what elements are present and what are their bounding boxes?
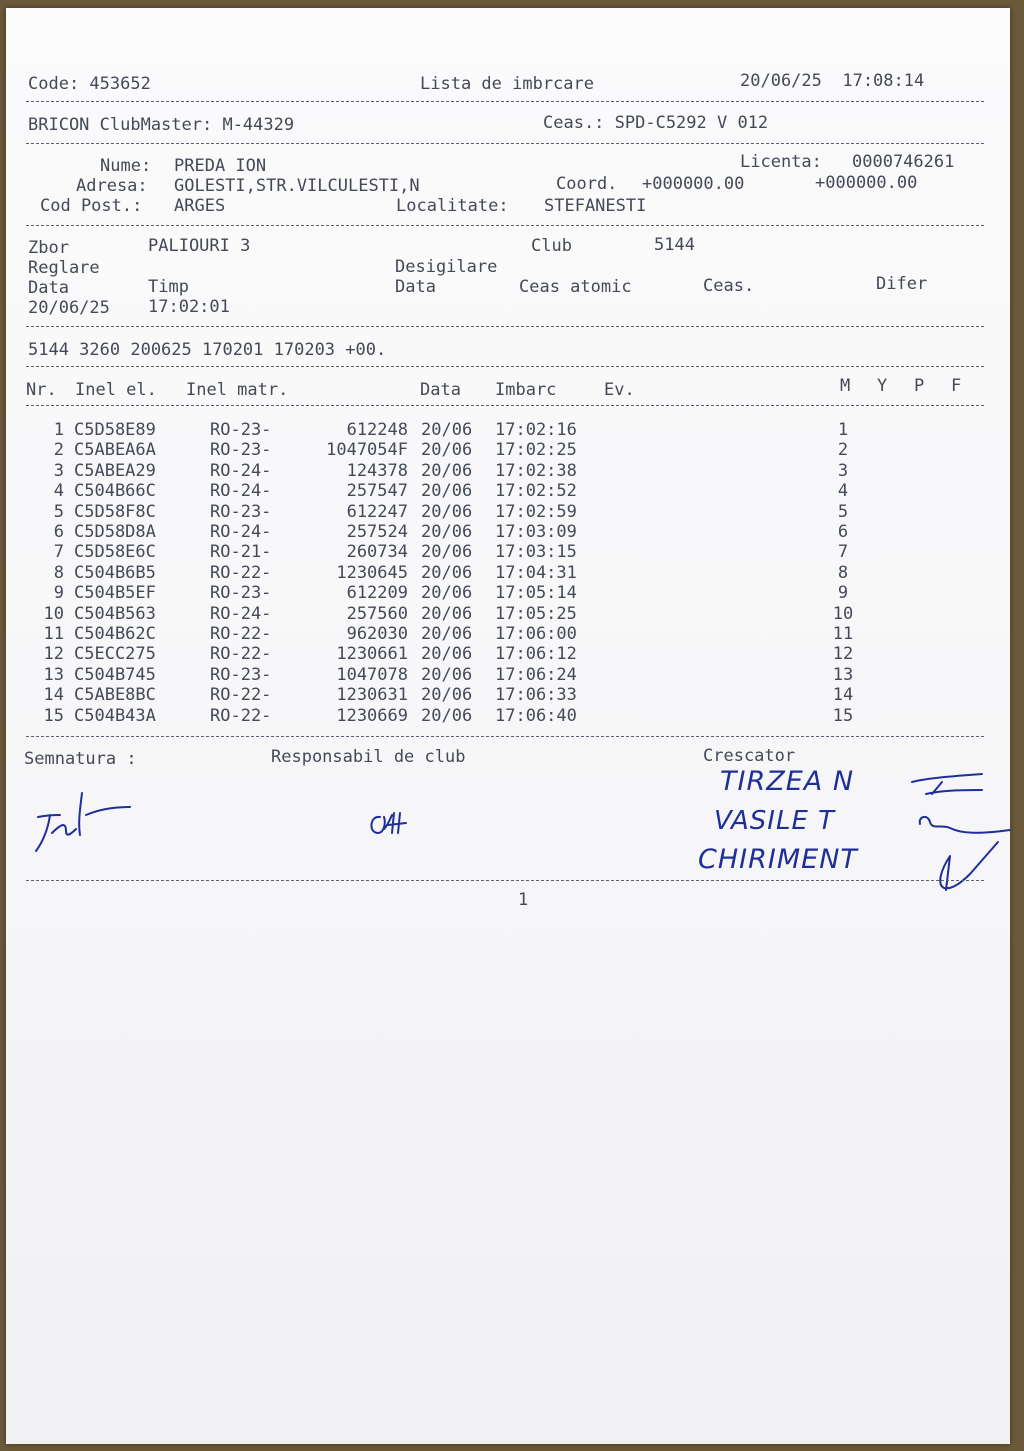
col-ev: Ev. <box>604 380 635 400</box>
cell-m: 12 <box>832 644 854 665</box>
cell-ring-el: C504B5EF <box>74 583 156 604</box>
col-ring-el: Inel el. <box>75 380 157 400</box>
divider <box>26 366 984 367</box>
cell-time: 17:05:14 <box>495 583 577 604</box>
cell-ring-prefix: RO-21- <box>210 542 272 563</box>
cell-ring-prefix: RO-23- <box>210 501 272 522</box>
cell-time: 17:06:40 <box>495 705 577 726</box>
cell-time: 17:04:31 <box>495 562 577 583</box>
cell-m: 3 <box>837 460 849 481</box>
divider <box>26 326 984 327</box>
cell-ring-prefix: RO-24- <box>210 603 272 624</box>
document-title: Lista de imbrcare <box>420 74 594 94</box>
col-ring-matr: Inel matr. <box>186 380 289 400</box>
owner-name: PREDA ION <box>174 156 267 176</box>
cell-nr: 15 <box>43 705 64 726</box>
cell-ring-number: 1230661 <box>336 644 408 665</box>
cell-time: 17:03:15 <box>495 542 577 563</box>
cell-nr: 11 <box>43 624 64 644</box>
col-date: Data <box>420 380 461 400</box>
cell-ring-el: C504B43A <box>74 705 156 726</box>
cell-ring-prefix: RO-24- <box>210 481 272 502</box>
cell-time: 17:02:38 <box>495 460 577 481</box>
cell-date: 20/06 <box>421 644 473 665</box>
col-f: F <box>951 376 962 396</box>
table-row <box>0 522 1024 542</box>
cell-ring-number: 1230669 <box>336 705 408 726</box>
cell-nr: 10 <box>43 603 64 624</box>
cell-ring-prefix: RO-23- <box>210 440 272 461</box>
reglare-time: 17:02:01 <box>148 297 230 317</box>
cell-date: 20/06 <box>421 440 473 461</box>
cell-nr: 13 <box>43 664 64 685</box>
flight-label: Zbor <box>28 238 69 258</box>
cell-ring-number: 257560 <box>346 603 408 624</box>
cell-nr: 12 <box>43 644 64 665</box>
cell-ring-number: 260734 <box>346 542 408 563</box>
cell-nr: 7 <box>53 542 64 563</box>
cell-ring-prefix: RO-22- <box>210 644 272 665</box>
cell-m: 11 <box>832 624 854 644</box>
cell-date: 20/06 <box>421 460 473 481</box>
postcode-label: Cod Post.: <box>40 196 143 216</box>
cell-date: 20/06 <box>421 542 473 563</box>
table-row <box>0 644 1024 664</box>
reglare-date: 20/06/25 <box>28 298 110 318</box>
cell-ring-el: C5D58E89 <box>74 420 156 440</box>
cell-date: 20/06 <box>421 685 473 706</box>
cell-m: 8 <box>837 562 849 583</box>
cell-nr: 4 <box>53 481 64 502</box>
cell-time: 17:02:52 <box>495 481 577 502</box>
cell-nr: 2 <box>53 440 64 461</box>
locality-value: STEFANESTI <box>544 196 647 216</box>
signature-scribble <box>30 785 140 860</box>
cell-date: 20/06 <box>421 624 473 644</box>
cell-nr: 5 <box>53 501 64 522</box>
difference-label: Difer <box>876 274 928 294</box>
cell-nr: 8 <box>53 562 64 583</box>
cell-m: 6 <box>837 522 849 542</box>
divider <box>26 405 984 406</box>
breeder-name-1: TIRZEA N <box>720 766 855 797</box>
table-row <box>0 420 1024 440</box>
cell-date: 20/06 <box>421 705 473 726</box>
cell-nr: 14 <box>43 685 64 706</box>
atomic-clock-label: Ceas atomic <box>519 277 632 297</box>
cell-ring-number: 1230631 <box>336 685 408 706</box>
coord-label: Coord. <box>556 174 618 194</box>
cell-ring-number: 257547 <box>346 481 408 502</box>
cell-ring-prefix: RO-23- <box>210 420 272 440</box>
club-responsible-label: Responsabil de club <box>271 747 466 767</box>
club-value: 5144 <box>654 235 695 255</box>
cell-m: 9 <box>837 583 849 604</box>
table-row <box>0 706 1024 726</box>
cell-ring-el: C504B62C <box>74 624 156 644</box>
cell-time: 17:06:12 <box>495 644 577 665</box>
name-label: Nume: <box>100 156 152 176</box>
cell-ring-el: C5ABE8BC <box>74 685 156 706</box>
col-p: P <box>914 376 925 396</box>
cell-ring-number: 124378 <box>346 460 408 481</box>
table-row <box>0 542 1024 562</box>
postcode-value: ARGES <box>174 196 226 216</box>
coord-value-2: +000000.00 <box>815 173 918 193</box>
cell-ring-prefix: RO-22- <box>210 705 272 726</box>
divider <box>26 225 984 226</box>
page-number: 1 <box>518 890 529 910</box>
cell-ring-prefix: RO-23- <box>210 664 272 685</box>
breeder-label: Crescator <box>703 746 796 766</box>
cell-m: 13 <box>832 664 854 685</box>
cell-ring-el: C5D58F8C <box>74 501 156 522</box>
cell-m: 10 <box>832 603 854 624</box>
cell-ring-el: C504B6B5 <box>74 562 156 583</box>
cell-date: 20/06 <box>421 522 473 542</box>
cell-nr: 9 <box>53 583 64 604</box>
breeder-name-3: CHIRIMENT <box>698 844 858 875</box>
table-row <box>0 604 1024 624</box>
breeder-signatures <box>870 764 1010 899</box>
cell-ring-number: 257524 <box>346 522 408 542</box>
breeder-name-2: VASILE T <box>714 806 836 836</box>
coord-value-1: +000000.00 <box>642 174 745 194</box>
cell-ring-el: C5ABEA29 <box>74 460 156 481</box>
cell-ring-prefix: RO-22- <box>210 685 272 706</box>
divider <box>26 736 984 737</box>
desigilare-label: Desigilare <box>395 257 498 277</box>
cell-time: 17:03:09 <box>495 522 577 542</box>
cell-date: 20/06 <box>421 603 473 624</box>
responsible-signature <box>366 805 414 839</box>
address-value: GOLESTI,STR.VILCULESTI,N <box>174 176 420 196</box>
license-value: 0000746261 <box>852 152 955 172</box>
table-row <box>0 563 1024 583</box>
date-label: Data <box>28 278 69 298</box>
cell-m: 14 <box>832 685 854 706</box>
cell-date: 20/06 <box>421 664 473 685</box>
divider <box>26 880 984 881</box>
cell-date: 20/06 <box>421 562 473 583</box>
cell-time: 17:02:16 <box>495 420 577 440</box>
cell-m: 5 <box>837 501 849 522</box>
cell-nr: 1 <box>53 420 64 440</box>
cell-ring-number: 612248 <box>346 420 408 440</box>
cell-m: 2 <box>837 440 849 461</box>
col-nr: Nr. <box>26 380 57 400</box>
license-label: Licenta: <box>740 152 822 172</box>
table-row <box>0 583 1024 603</box>
col-y: Y <box>877 376 888 396</box>
cell-m: 7 <box>837 542 849 563</box>
cell-date: 20/06 <box>421 583 473 604</box>
cell-ring-prefix: RO-22- <box>210 624 272 644</box>
locality-label: Localitate: <box>396 196 509 216</box>
code-text: Code: 453652 <box>28 74 151 94</box>
cell-ring-el: C5ABEA6A <box>74 440 156 461</box>
divider <box>26 143 984 144</box>
table-row <box>0 665 1024 685</box>
date2-label: Data <box>395 277 436 297</box>
time-label: Timp <box>148 277 189 297</box>
reglare-label: Reglare <box>28 258 100 278</box>
cell-ring-el: C5D58D8A <box>74 522 156 542</box>
device-text: BRICON ClubMaster: M-44329 <box>28 115 295 135</box>
cell-time: 17:02:25 <box>495 440 577 461</box>
cell-time: 17:02:59 <box>495 501 577 522</box>
cell-date: 20/06 <box>421 481 473 502</box>
cell-time: 17:06:24 <box>495 664 577 685</box>
club-label: Club <box>531 236 572 256</box>
cell-ring-number: 612247 <box>346 501 408 522</box>
cell-ring-el: C5D58E6C <box>74 542 156 563</box>
clock-text: Ceas.: SPD-C5292 V 012 <box>543 113 769 133</box>
clock-label: Ceas. <box>703 276 755 296</box>
col-boarding: Imbarc <box>495 380 557 400</box>
table-row <box>0 481 1024 501</box>
table-row <box>0 502 1024 522</box>
cell-time: 17:06:33 <box>495 685 577 706</box>
table-row <box>0 461 1024 481</box>
cell-ring-el: C5ECC275 <box>74 644 156 665</box>
cell-ring-prefix: RO-23- <box>210 583 272 604</box>
cell-ring-number: 612209 <box>346 583 408 604</box>
cell-ring-prefix: RO-24- <box>210 460 272 481</box>
cell-ring-el: C504B563 <box>74 603 156 624</box>
table-row <box>0 440 1024 460</box>
cell-nr: 3 <box>53 460 64 481</box>
cell-ring-el: C504B745 <box>74 664 156 685</box>
flight-value: PALIOURI 3 <box>148 236 251 256</box>
cell-ring-number: 1047078 <box>336 664 408 685</box>
table-row <box>0 685 1024 705</box>
cell-ring-prefix: RO-24- <box>210 522 272 542</box>
col-m: M <box>840 376 851 396</box>
cell-m: 15 <box>832 705 854 726</box>
cell-m: 1 <box>837 420 849 440</box>
cell-ring-number: 962030 <box>346 624 408 644</box>
cell-m: 4 <box>837 481 849 502</box>
print-datetime: 20/06/25 17:08:14 <box>740 71 925 91</box>
cell-date: 20/06 <box>421 501 473 522</box>
cell-nr: 6 <box>53 522 64 542</box>
cell-time: 17:05:25 <box>495 603 577 624</box>
cell-ring-number: 1047054F <box>326 440 408 461</box>
cell-ring-el: C504B66C <box>74 481 156 502</box>
cell-ring-prefix: RO-22- <box>210 562 272 583</box>
address-label: Adresa: <box>76 176 148 196</box>
divider <box>26 101 984 102</box>
table-row <box>0 624 1024 644</box>
signature-label: Semnatura : <box>24 749 137 769</box>
cell-time: 17:06:00 <box>495 624 577 644</box>
code-line: 5144 3260 200625 170201 170203 +00. <box>28 340 387 360</box>
cell-date: 20/06 <box>421 420 473 440</box>
cell-ring-number: 1230645 <box>336 562 408 583</box>
